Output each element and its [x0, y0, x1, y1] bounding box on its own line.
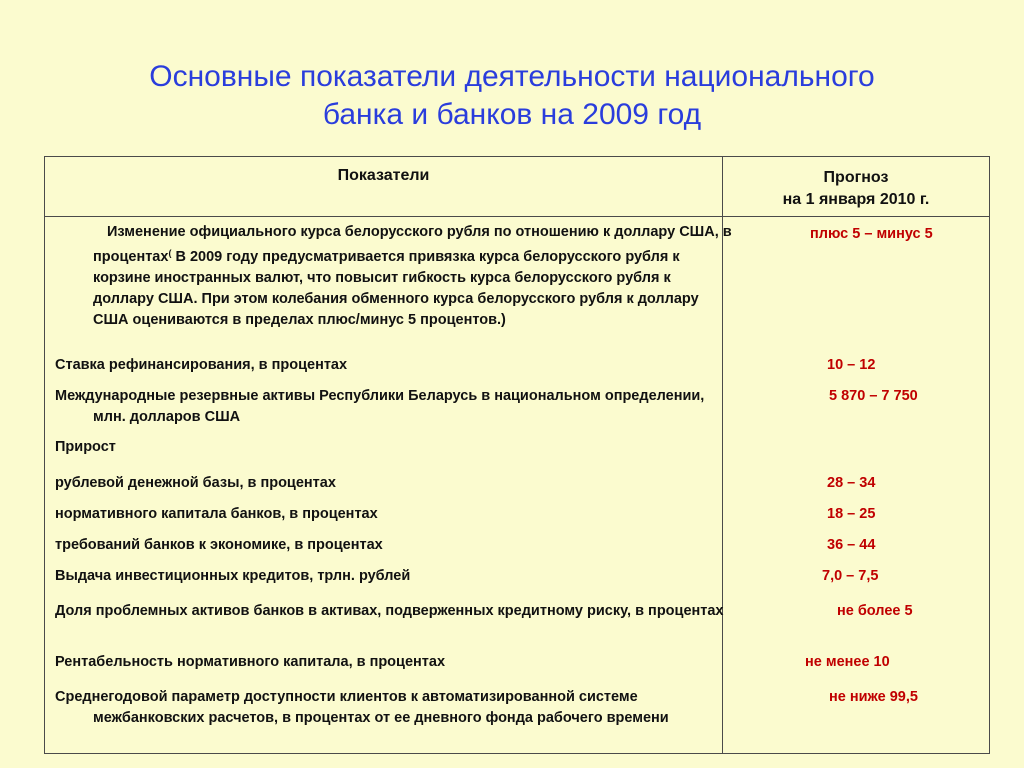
row-label-bank-claims: требований банков к экономике, в процентах: [55, 537, 383, 553]
row-label-investment-loans: Выдача инвестиционных кредитов, трлн. рублей: [55, 568, 411, 584]
row-value-exchange-rate: плюс 5 – минус 5: [810, 226, 933, 242]
row-value-problem-assets: не более 5: [837, 603, 913, 619]
row-value-capital-profitability: не менее 10: [805, 654, 890, 670]
slide-title: [0, 58, 1024, 134]
row-label-capital-profitability: Рентабельность нормативного капитала, в процентах: [55, 654, 446, 670]
row-value-refinancing-rate: 10 – 12: [827, 357, 876, 373]
row-label-part-2: В 2009 году предусматривается привязка курса белорусского рубля к корзине иностранных валют, что повысит гибкость курса белорусского рубля к доллару США. При этом колебания обменного курса белорусского рубля к доллару США оцениваются в пределах плюс/минус 5 процентов.): [93, 249, 699, 328]
header-divider: [45, 216, 989, 217]
header-indicators: Показатели: [337, 167, 430, 184]
row-label-exchange-rate: [55, 222, 733, 331]
indicators-table: [44, 156, 990, 754]
row-label-interbank-availability: Среднегодовой параметр доступности клиентов к автоматизированной системе межбанковских расчетов, в процентах от ее дневного фонда рабочего времени: [55, 689, 669, 726]
row-value-reserve-assets: 5 870 – 7 750: [829, 388, 918, 404]
header-forecast: [723, 167, 989, 211]
header-forecast-line-1: Прогноз: [823, 169, 889, 186]
row-value-bank-claims: 36 – 44: [827, 537, 876, 553]
row-value-interbank-availability: не ниже 99,5: [829, 689, 918, 705]
row-label-part-1: Изменение официального курса белорусского рубля по отношению к доллару США, в процентах: [93, 224, 732, 265]
row-label-problem-assets: Доля проблемных активов банков в активах, подверженных кредитному риску, в процентах: [55, 603, 724, 619]
row-value-regulatory-capital: 18 – 25: [827, 506, 876, 522]
row-label-sup: (: [168, 248, 172, 258]
row-label-refinancing-rate: Ставка рефинансирования, в процентах: [55, 357, 348, 373]
row-label-growth: Прирост: [55, 439, 116, 455]
title-line-1: Основные показатели деятельности национального: [149, 60, 875, 93]
row-value-monetary-base: 28 – 34: [827, 475, 876, 491]
row-label-reserve-assets: Международные резервные активы Республики Беларусь в национальном определении, млн. долларов США: [55, 388, 705, 425]
header-forecast-line-2: на 1 января 2010 г.: [782, 191, 930, 208]
row-label-regulatory-capital: нормативного капитала банков, в процентах: [55, 506, 378, 522]
title-line-2: банка и банков на 2009 год: [322, 98, 702, 131]
row-value-investment-loans: 7,0 – 7,5: [822, 568, 879, 584]
row-label-monetary-base: рублевой денежной базы, в процентах: [55, 475, 336, 491]
